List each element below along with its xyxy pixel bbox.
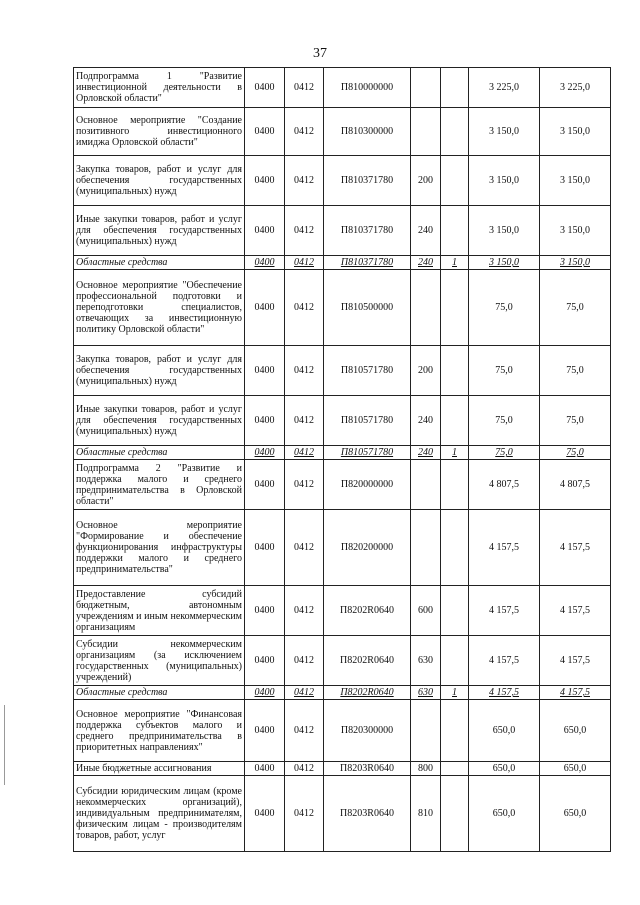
target-article-cell: П810571780 [324,446,411,460]
funding-source-cell [441,108,469,156]
row-name-cell: Областные средства [74,446,245,460]
row-name-cell: Иные бюджетные ассигнования [74,762,245,776]
section-code-cell: 0400 [245,270,285,346]
expense-type-cell: 630 [411,686,441,700]
funding-source-cell: 1 [441,446,469,460]
funding-source-cell [441,346,469,396]
target-article-cell: П810300000 [324,108,411,156]
section-code-cell: 0400 [245,68,285,108]
expense-type-cell [411,108,441,156]
amount-1-cell: 75,0 [469,446,540,460]
table-row [74,510,611,586]
amount-2-cell: 3 225,0 [540,68,611,108]
section-code-cell: 0400 [245,156,285,206]
row-name-cell: Закупка товаров, работ и услуг для обеспечения государственных (муниципальных) нужд [74,156,245,206]
amount-1-cell: 4 157,5 [469,636,540,686]
funding-source-cell [441,460,469,510]
target-article-cell: П820000000 [324,460,411,510]
target-article-cell: П820200000 [324,510,411,586]
subsection-code-cell: 0412 [285,586,324,636]
target-article-cell: П8203R0640 [324,776,411,852]
amount-1-cell: 4 157,5 [469,586,540,636]
table-row [74,762,611,776]
table-row [74,586,611,636]
expense-type-cell: 240 [411,396,441,446]
amount-2-cell: 75,0 [540,346,611,396]
subsection-code-cell: 0412 [285,700,324,762]
amount-1-cell: 3 150,0 [469,206,540,256]
amount-1-cell: 3 225,0 [469,68,540,108]
amount-2-cell: 4 157,5 [540,586,611,636]
row-name-cell: Основное мероприятие "Финансовая поддержка субъектов малого и среднего предпринимательства в приоритетных направлениях" [74,700,245,762]
expense-type-cell: 240 [411,206,441,256]
target-article-cell: П810371780 [324,206,411,256]
row-name-cell: Областные средства [74,686,245,700]
amount-2-cell: 75,0 [540,270,611,346]
table-row [74,108,611,156]
subsection-code-cell: 0412 [285,636,324,686]
expense-type-cell [411,460,441,510]
expense-type-cell [411,68,441,108]
table-row [74,396,611,446]
subsection-code-cell: 0412 [285,762,324,776]
table-row [74,776,611,852]
target-article-cell: П820300000 [324,700,411,762]
expense-type-cell: 200 [411,346,441,396]
target-article-cell: П8202R0640 [324,686,411,700]
amount-2-cell: 650,0 [540,762,611,776]
expense-type-cell: 240 [411,256,441,270]
table-row [74,346,611,396]
row-name-cell: Подпрограмма 1 "Развитие инвестиционной деятельности в Орловской области" [74,68,245,108]
amount-2-cell: 3 150,0 [540,156,611,206]
table-row [74,636,611,686]
funding-source-cell [441,636,469,686]
section-code-cell: 0400 [245,206,285,256]
subsection-code-cell: 0412 [285,776,324,852]
row-name-cell: Закупка товаров, работ и услуг для обеспечения государственных (муниципальных) нужд [74,346,245,396]
section-code-cell: 0400 [245,686,285,700]
subsection-code-cell: 0412 [285,510,324,586]
row-name-cell: Субсидии юридическим лицам (кроме некоммерческих организаций), индивидуальным предпринимателям, физическим лицам - производителям товаров, работ, услуг [74,776,245,852]
table-row [74,700,611,762]
amount-2-cell: 4 157,5 [540,510,611,586]
expense-type-cell: 810 [411,776,441,852]
budget-table [73,67,611,852]
subsection-code-cell: 0412 [285,256,324,270]
funding-source-cell [441,762,469,776]
subsection-code-cell: 0412 [285,206,324,256]
amount-1-cell: 4 157,5 [469,510,540,586]
row-name-cell: Предоставление субсидий бюджетным, автономным учреждениям и иным некоммерческим организациям [74,586,245,636]
expense-type-cell: 800 [411,762,441,776]
amount-1-cell: 3 150,0 [469,256,540,270]
row-name-cell: Субсидии некоммерческим организациям (за исключением государственных (муниципальных) учреждений) [74,636,245,686]
section-code-cell: 0400 [245,256,285,270]
section-code-cell: 0400 [245,346,285,396]
subsection-code-cell: 0412 [285,270,324,346]
amount-2-cell: 4 807,5 [540,460,611,510]
amount-1-cell: 3 150,0 [469,156,540,206]
expense-type-cell: 600 [411,586,441,636]
expense-type-cell: 240 [411,446,441,460]
amount-1-cell: 4 807,5 [469,460,540,510]
amount-1-cell: 650,0 [469,776,540,852]
funding-source-cell [441,510,469,586]
section-code-cell: 0400 [245,636,285,686]
expense-type-cell [411,700,441,762]
table-row [74,686,611,700]
target-article-cell: П810000000 [324,68,411,108]
row-name-cell: Основное мероприятие "Формирование и обеспечение функционирования инфраструктуры поддержки малого и среднего предпринимательства" [74,510,245,586]
subsection-code-cell: 0412 [285,686,324,700]
section-code-cell: 0400 [245,762,285,776]
amount-2-cell: 650,0 [540,776,611,852]
amount-2-cell: 75,0 [540,446,611,460]
section-code-cell: 0400 [245,700,285,762]
amount-2-cell: 4 157,5 [540,686,611,700]
target-article-cell: П810371780 [324,156,411,206]
amount-1-cell: 650,0 [469,700,540,762]
funding-source-cell [441,396,469,446]
funding-source-cell [441,700,469,762]
funding-source-cell: 1 [441,256,469,270]
subsection-code-cell: 0412 [285,346,324,396]
expense-type-cell: 630 [411,636,441,686]
amount-1-cell: 3 150,0 [469,108,540,156]
scan-artifact [4,705,5,785]
funding-source-cell [441,586,469,636]
amount-2-cell: 3 150,0 [540,108,611,156]
funding-source-cell [441,270,469,346]
funding-source-cell [441,206,469,256]
section-code-cell: 0400 [245,446,285,460]
funding-source-cell [441,776,469,852]
row-name-cell: Основное мероприятие "Создание позитивного инвестиционного имиджа Орловской области" [74,108,245,156]
table-row [74,256,611,270]
table-row [74,270,611,346]
row-name-cell: Подпрограмма 2 "Развитие и поддержка малого и среднего предпринимательства в Орловской области" [74,460,245,510]
subsection-code-cell: 0412 [285,460,324,510]
table-row [74,460,611,510]
target-article-cell: П8202R0640 [324,586,411,636]
table-row [74,156,611,206]
subsection-code-cell: 0412 [285,396,324,446]
section-code-cell: 0400 [245,460,285,510]
funding-source-cell [441,68,469,108]
section-code-cell: 0400 [245,776,285,852]
target-article-cell: П8202R0640 [324,636,411,686]
amount-1-cell: 75,0 [469,396,540,446]
section-code-cell: 0400 [245,108,285,156]
target-article-cell: П810571780 [324,396,411,446]
funding-source-cell [441,156,469,206]
amount-2-cell: 3 150,0 [540,206,611,256]
amount-2-cell: 75,0 [540,396,611,446]
table-body [74,68,611,852]
section-code-cell: 0400 [245,510,285,586]
subsection-code-cell: 0412 [285,108,324,156]
target-article-cell: П8203R0640 [324,762,411,776]
row-name-cell: Иные закупки товаров, работ и услуг для обеспечения государственных (муниципальных) нужд [74,396,245,446]
section-code-cell: 0400 [245,396,285,446]
expense-type-cell: 200 [411,156,441,206]
table-row [74,68,611,108]
subsection-code-cell: 0412 [285,156,324,206]
amount-2-cell: 650,0 [540,700,611,762]
target-article-cell: П810371780 [324,256,411,270]
expense-type-cell [411,510,441,586]
section-code-cell: 0400 [245,586,285,636]
amount-2-cell: 3 150,0 [540,256,611,270]
row-name-cell: Областные средства [74,256,245,270]
subsection-code-cell: 0412 [285,68,324,108]
amount-1-cell: 75,0 [469,270,540,346]
expense-type-cell [411,270,441,346]
amount-1-cell: 4 157,5 [469,686,540,700]
amount-1-cell: 75,0 [469,346,540,396]
row-name-cell: Иные закупки товаров, работ и услуг для обеспечения государственных (муниципальных) нужд [74,206,245,256]
funding-source-cell: 1 [441,686,469,700]
row-name-cell: Основное мероприятие "Обеспечение профессиональной подготовки и переподготовки специалистов, отвечающих за инвестиционную политику Орловской области" [74,270,245,346]
target-article-cell: П810571780 [324,346,411,396]
amount-1-cell: 650,0 [469,762,540,776]
table-row [74,446,611,460]
subsection-code-cell: 0412 [285,446,324,460]
table-row [74,206,611,256]
amount-2-cell: 4 157,5 [540,636,611,686]
target-article-cell: П810500000 [324,270,411,346]
page-number: 37 [313,46,327,61]
